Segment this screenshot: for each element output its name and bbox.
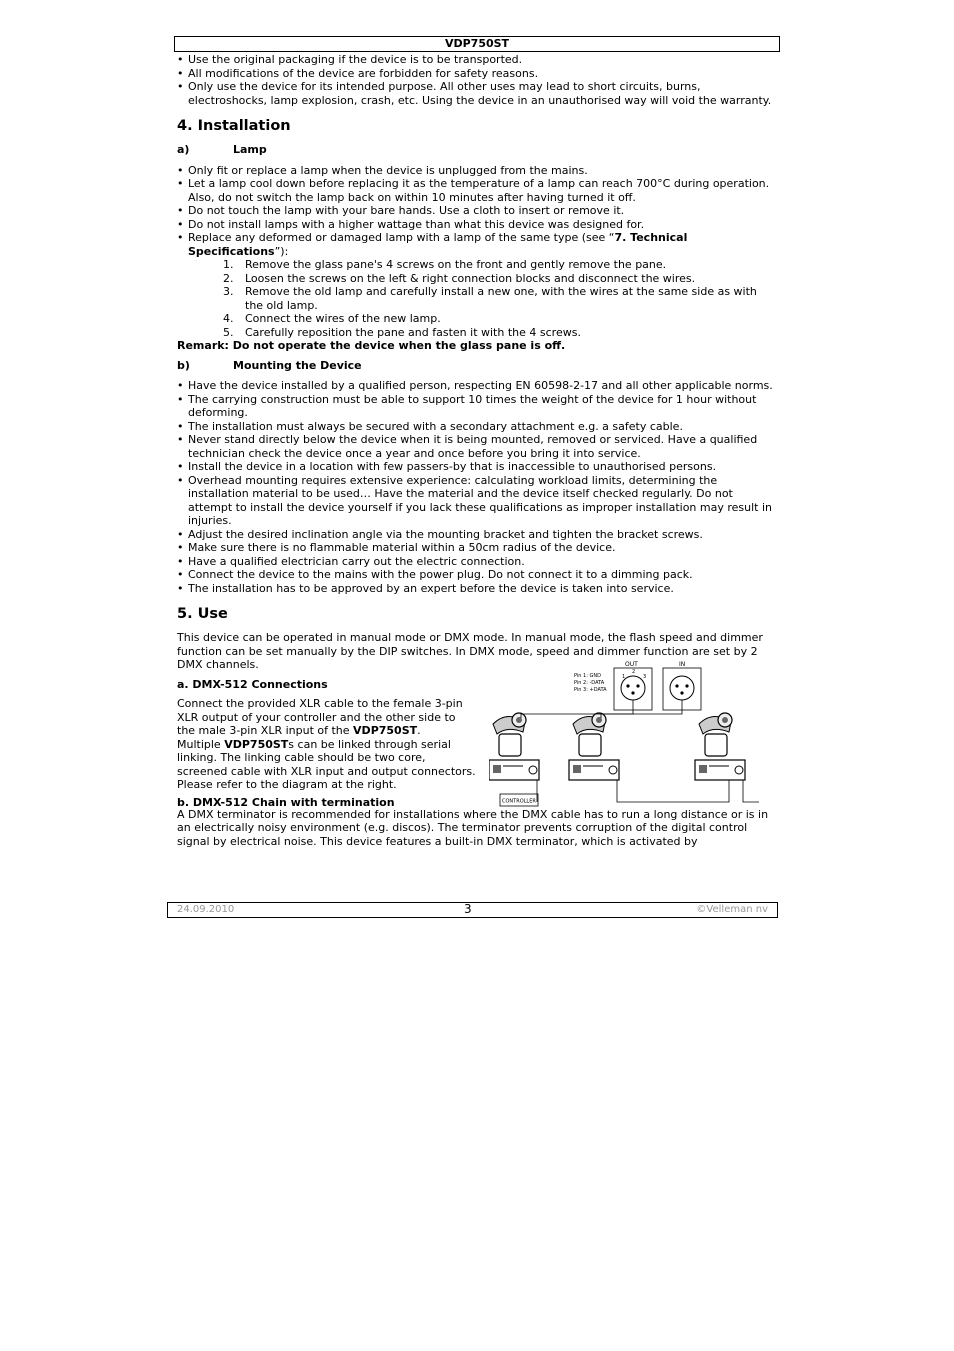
subsection-title: Lamp (233, 143, 267, 156)
pin-dot (636, 684, 639, 687)
replace-text-end: ”): (274, 244, 289, 258)
dmx-chain-paragraph: A DMX terminator is recommended for installations where the DMX cable has to run a long distance or is in an electrically noisy environment (e.g. discos). The terminator prevents corruption of the digital control signal by electrical noise. This device features a built-in DMX terminator, which is activated by (177, 807, 769, 848)
text-run: Multiple (177, 737, 225, 751)
text-run: Connect the provided XLR cable to the female 3-pin XLR output of your controller and the other side to the male 3-pin XLR input of the (177, 697, 463, 737)
dmx-connections-text (177, 672, 477, 816)
pin-dot (675, 684, 678, 687)
dmx-paragraph: Please refer to the diagram at the right. (177, 778, 397, 791)
page-content (177, 53, 777, 848)
subsection-lamp-heading (177, 143, 777, 157)
step-number: 4. (223, 312, 234, 325)
dmx-connections-heading: a. DMX-512 Connections (177, 677, 328, 691)
dmx-cable (601, 700, 682, 718)
in-label: IN (679, 660, 686, 668)
list-item: • The carrying construction must be able to support 10 times the weight of the device for 1 hour without deforming. (177, 393, 777, 420)
footer-copyright: ©Velleman nv (696, 904, 768, 915)
list-item: • Install the device in a location with few passers-by that is inaccessible to unauthorised persons. (177, 460, 777, 474)
mounting-bullet-list (177, 379, 777, 595)
step-text: Remove the glass pane's 4 screws on the front and gently remove the pane. (245, 258, 667, 271)
list-item: • Use the original packaging if the device is to be transported. (177, 53, 777, 67)
step-number: 3. (223, 285, 234, 298)
replace-text: Replace any deformed or damaged lamp with a lamp of the same type (see “ (188, 231, 615, 244)
step-text: Loosen the screws on the left & right connection blocks and disconnect the wires. (245, 271, 696, 285)
step-item (223, 312, 777, 326)
controller-label: CONTROLLER (502, 798, 536, 804)
list-item: • The installation has to be approved by an expert before the device is taken into service. (177, 582, 777, 596)
footer-date: 24.09.2010 (177, 904, 235, 915)
pin-number: 1 (622, 673, 626, 680)
use-intro: This device can be operated in manual mode or DMX mode. In manual mode, the flash speed and dimmer function can be set manually by the DIP switches. In DMX mode, speed and dimmer function are set by 2 DMX channels. (177, 631, 763, 671)
step-text: Remove the old lamp and carefully install a new one, with the wires at the same side as with the old lamp. (245, 285, 757, 312)
list-item: • The installation must always be secured with a secondary attachment e.g. a safety cable. (177, 420, 777, 434)
list-item: • Have a qualified electrician carry out the electric connection. (177, 555, 777, 569)
subsection-label: b) (177, 358, 190, 372)
dmx-cable (521, 700, 633, 718)
remark: Remark: Do not operate the device when the glass pane is off. (177, 339, 566, 352)
fixture-icon (569, 713, 619, 780)
page-header: VDP750ST (174, 36, 780, 52)
dmx-cable (617, 780, 729, 802)
text-run: . (417, 724, 421, 737)
pin-dot (685, 684, 688, 687)
lamp-steps-list (177, 258, 777, 339)
diagram-svg (489, 660, 779, 816)
step-number: 2. (223, 271, 234, 285)
model-name: VDP750ST (353, 724, 418, 737)
intro-bullet-list (177, 53, 777, 107)
xlr-in-icon (670, 676, 694, 700)
lamp-continuation: Also, do not switch the lamp back on within 10 minutes after having turned it off. (188, 190, 636, 204)
pin-number: 3 (643, 673, 647, 680)
list-item: • Do not install lamps with a higher wattage than what this device was designed for. (177, 218, 777, 232)
list-item: • Connect the device to the mains with the power plug. Do not connect it to a dimming pack. (177, 568, 777, 582)
section-4-heading: 4. Installation (177, 118, 291, 134)
step-number: 5. (223, 325, 234, 339)
subsection-label: a) (177, 143, 190, 156)
pin-dot (631, 691, 634, 694)
text-run: s can be linked through serial linking. The linking cable should be two core, screened cable with XLR input and output connectors. (177, 737, 476, 778)
model-name: VDP750ST (224, 737, 289, 751)
list-item: • Never stand directly below the device when it is being mounted, removed or serviced. Have a qualified technician check the device once a year and once before you bring it into service. (177, 433, 777, 460)
list-item (177, 231, 777, 258)
spec-reference: 7. Technical Specifications (188, 231, 688, 258)
fixture-icon (489, 713, 539, 780)
fixture-icon (695, 713, 745, 780)
out-label: OUT (625, 660, 638, 668)
step-item (223, 285, 777, 312)
dmx-chain-heading: b. DMX-512 Chain with termination (177, 795, 395, 809)
dmx-paragraph (177, 738, 477, 779)
dmx-connections-block (177, 660, 777, 809)
lamp-bullet-list-2 (177, 204, 777, 258)
step-text: Connect the wires of the new lamp. (245, 312, 441, 325)
subsection-title: Mounting the Device (233, 358, 362, 372)
list-item: • All modifications of the device are forbidden for safety reasons. (177, 67, 777, 81)
pin3-label: Pin 3: +DATA (574, 686, 607, 693)
list-item: • Have the device installed by a qualified person, respecting EN 60598-2-17 and all other applicable norms. (177, 379, 777, 393)
list-item: • Only fit or replace a lamp when the device is unplugged from the mains. (177, 164, 777, 178)
page-number: 3 (464, 902, 472, 916)
section-5-heading: 5. Use (177, 606, 228, 622)
pin2-label: Pin 2: -DATA (574, 679, 605, 686)
page-footer (167, 902, 778, 918)
step-item (223, 326, 777, 340)
step-text: Carefully reposition the pane and fasten it with the 4 screws. (245, 325, 581, 339)
step-item (223, 258, 777, 272)
pin-dot (680, 691, 683, 694)
step-number: 1. (223, 258, 234, 271)
list-item: • Overhead mounting requires extensive experience: calculating workload limits, determining the installation material to be used… Have the material and the device itself checked regularly. Do not attempt to install the device yourself if you lack these qualifications as improper installation may result in injuries. (177, 474, 777, 528)
list-item: • Let a lamp cool down before replacing it as the temperature of a lamp can reach 700°C during operation. (177, 177, 777, 191)
dmx-cable (743, 780, 759, 802)
dmx-paragraph (177, 697, 477, 738)
pin-number: 2 (632, 668, 636, 675)
pin1-label: Pin 1: GND (574, 672, 601, 679)
list-item: • Do not touch the lamp with your bare hands. Use a cloth to insert or remove it. (177, 204, 777, 218)
lamp-bullet-list (177, 164, 777, 191)
pin-dot (626, 684, 629, 687)
dmx-wiring-diagram (489, 660, 779, 816)
list-item: • Adjust the desired inclination angle via the mounting bracket and tighten the bracket screws. (177, 528, 777, 542)
list-item: • Make sure there is no flammable material within a 50cm radius of the device. (177, 541, 777, 555)
subsection-mounting-heading (177, 359, 777, 373)
list-item: • Only use the device for its intended purpose. All other uses may lead to short circuits, burns, electroshocks, lamp explosion, crash, etc. Using the device in an unauthorised way will void the warranty. (177, 80, 777, 107)
step-item (223, 272, 777, 286)
